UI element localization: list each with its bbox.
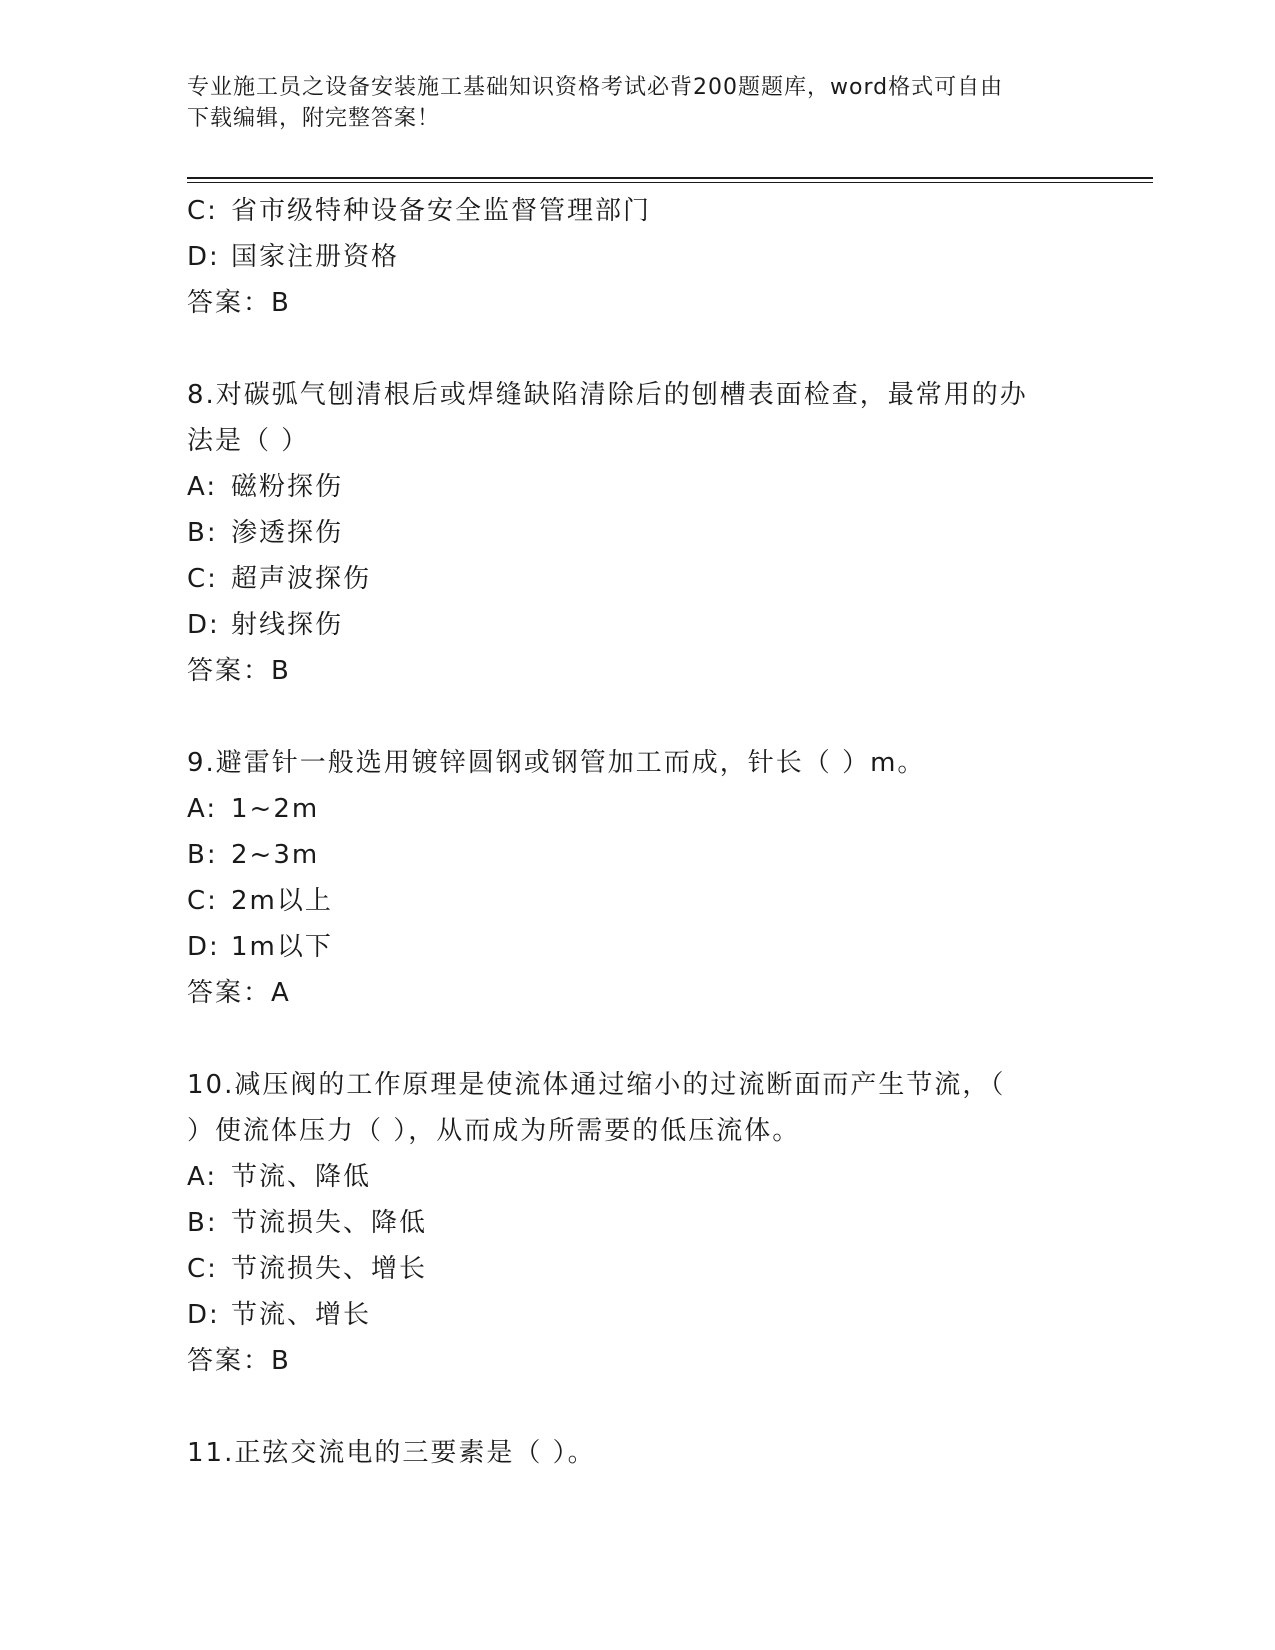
question-stem: 法是（ ） xyxy=(187,426,310,456)
option-text: 2m以上 xyxy=(231,886,333,916)
option-text: 1~2m xyxy=(231,794,320,824)
option-item xyxy=(187,786,1067,832)
option-key: A: xyxy=(187,472,218,502)
question-stem: 9.避雷针一般选用镀锌圆钢或钢管加工而成，针长（ ）m。 xyxy=(187,748,926,778)
option-text: 磁粉探伤 xyxy=(231,472,344,502)
option-item xyxy=(187,510,1067,556)
option-item xyxy=(187,188,1067,234)
option-item xyxy=(187,464,1067,510)
spacer xyxy=(187,1384,1067,1430)
answer-line: 答案：A xyxy=(187,978,291,1008)
answer-line: 答案：B xyxy=(187,1346,291,1376)
answer-line: 答案：B xyxy=(187,656,291,686)
option-item xyxy=(187,1154,1067,1200)
option-key: C: xyxy=(187,1254,218,1284)
question-stem: 10.减压阀的工作原理是使流体通过缩小的过流断面而产生节流，（ xyxy=(187,1070,1006,1100)
answer-line: 答案：B xyxy=(187,288,291,318)
header-line-1: 专业施工员之设备安装施工基础知识资格考试必背200题题库，word格式可自由 xyxy=(187,75,1004,100)
option-text: 省市级特种设备安全监督管理部门 xyxy=(231,196,652,226)
option-item xyxy=(187,602,1067,648)
question-list xyxy=(187,188,1067,1476)
option-key: D: xyxy=(187,610,220,640)
spacer xyxy=(187,326,1067,372)
option-key: C: xyxy=(187,196,218,226)
option-key: B: xyxy=(187,1208,218,1238)
option-text: 1m以下 xyxy=(231,932,333,962)
option-text: 节流、增长 xyxy=(231,1300,372,1330)
option-item xyxy=(187,924,1067,970)
option-key: A: xyxy=(187,794,218,824)
option-text: 节流损失、增长 xyxy=(231,1254,428,1284)
option-text: 射线探伤 xyxy=(231,610,344,640)
spacer xyxy=(187,1016,1067,1062)
option-key: D: xyxy=(187,932,220,962)
option-key: B: xyxy=(187,518,218,548)
option-text: 节流损失、降低 xyxy=(231,1208,428,1238)
header-divider-thick xyxy=(187,177,1153,179)
option-item xyxy=(187,1246,1067,1292)
option-key: B: xyxy=(187,840,218,870)
spacer xyxy=(187,694,1067,740)
option-text: 渗透探伤 xyxy=(231,518,344,548)
option-item xyxy=(187,556,1067,602)
option-key: C: xyxy=(187,886,218,916)
question-stem: 11.正弦交流电的三要素是（ ）。 xyxy=(187,1438,596,1468)
option-item xyxy=(187,234,1067,280)
option-text: 国家注册资格 xyxy=(231,242,400,272)
option-key: A: xyxy=(187,1162,218,1192)
option-key: C: xyxy=(187,564,218,594)
header-divider-thin xyxy=(187,182,1153,183)
option-item xyxy=(187,832,1067,878)
question-stem: 8.对碳弧气刨清根后或焊缝缺陷清除后的刨槽表面检查，最常用的办 xyxy=(187,380,1028,410)
option-text: 节流、降低 xyxy=(231,1162,372,1192)
option-item xyxy=(187,1292,1067,1338)
question-stem: ）使流体压力（ ），从而成为所需要的低压流体。 xyxy=(187,1116,801,1146)
option-key: D: xyxy=(187,242,220,272)
option-item xyxy=(187,878,1067,924)
document-header xyxy=(187,72,1067,134)
option-text: 2~3m xyxy=(231,840,320,870)
option-key: D: xyxy=(187,1300,220,1330)
option-text: 超声波探伤 xyxy=(231,564,372,594)
header-line-2: 下载编辑，附完整答案！ xyxy=(187,106,441,131)
option-item xyxy=(187,1200,1067,1246)
